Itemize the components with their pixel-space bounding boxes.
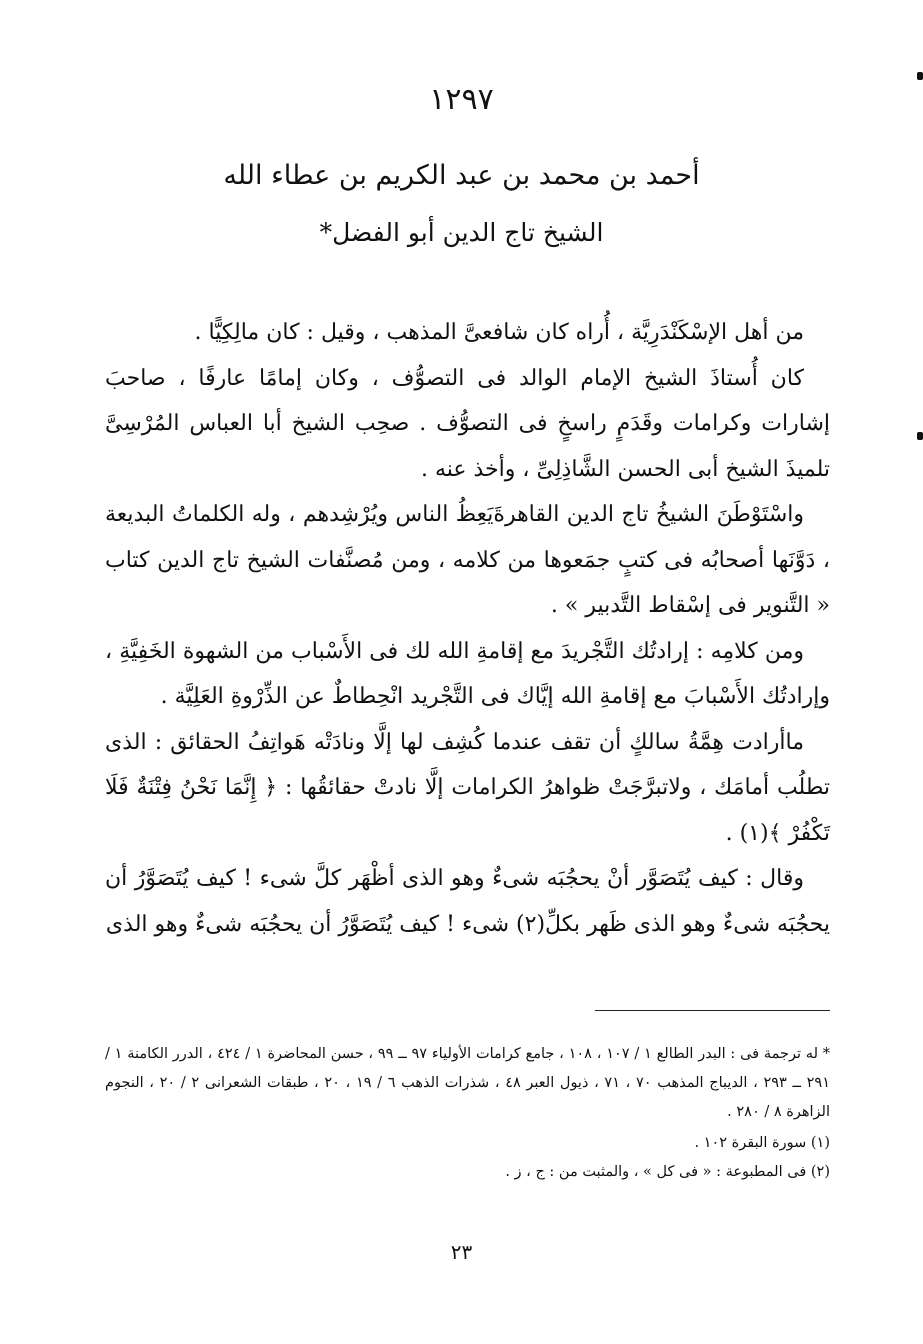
entry-number: ١٢٩٧ [429, 82, 494, 117]
footnotes [105, 1040, 830, 1187]
scan-edge-mark [917, 432, 923, 440]
paragraph-quote: وقال : كيف يُتَصَوَّر أنْ يحجُبَه شىءٌ وهو الذى أظْهَر كلَّ شىء ! كيف يُتَصَوَّرُ أن يحجُبَه شىءٌ وهو الذى ظَهر بكلِّ(٢) شىء ! كيف يُتَصَوَّرُ أن يحجُبَه شىءٌ وهو الذى [105, 866, 830, 937]
page-number: ٢٣ [450, 1240, 473, 1264]
biography-subtitle: الشيخ تاج الدين أبو الفضل* [319, 218, 604, 247]
paragraph-sayings: ومن كلامِه : إرادتُك التَّجْريدَ مع إقامةِ الله لك فى الأَسْباب من الشهوة الخَفِيَّةِ ، وإرادتُك الأَسْبابَ مع إقامةِ الله إيَّاك فى التَّجْريد انْحِطاطٌ عن الذِّرْوةِ العَلِيَّة . [105, 638, 830, 709]
paragraph-teacher: كان أُستاذَ الشيخ الإمام الوالد فى التصوُّف ، وكان إمامًا عارفًا ، صاحبَ إشارات وكرامات وقَدَمٍ راسخٍ فى التصوُّف . صحِب الشيخ أبا العباس المُرْسِىَّ تلميذَ الشيخ أبى الحسن الشَّاذِلِىِّ ، وأخذ عنه . [105, 365, 830, 482]
footnote-divider [595, 1010, 830, 1011]
main-text [105, 310, 830, 947]
biography-title: أحمد بن محمد بن عبد الكريم بن عطاء الله [223, 160, 700, 191]
footnote-1: (١) سورة البقرة ١٠٢ . [694, 1135, 830, 1151]
paragraph-origin: من أهل الإسْكَنْدَرِيَّة ، أُراه كان شافعىَّ المذهب ، وقيل : كان مالِكِيًّا . [194, 320, 804, 345]
paragraph-residence: واسْتَوْطَنَ الشيخُ تاج الدين القاهرةَيَعِظُ الناس ويُرْشِدهم ، وله الكلماتُ البديعة ، دَوَّنَها أصحابُه فى كتبٍ جمَعوها من كلامه ، ومن مُصنَّفات الشيخ تاج الدين كتاب « التَّنوير فى إسْقاط التَّدبير » . [105, 502, 830, 618]
footnote-2: (٢) فى المطبوعة : « فى كل » ، والمثبت من : ج ، ز . [505, 1164, 830, 1180]
paragraph-aspiration: ماأرادت هِمَّةُ سالكٍ أن تقف عندما كُشِف لها إلَّا ونادَتْه هَواتِفُ الحقائق : الذى تطلُب أمامَك ، ولاتبرَّجَتْ ظواهرُ الكرامات إلَّا نادتْ حقائقُها : ﴿ إِنَّمَا نَحْنُ فِتْنَةٌ فَلَا تَكْفُرْ ﴾(١) . [105, 729, 830, 846]
scan-edge-mark [917, 72, 923, 80]
footnote-sources: * له ترجمة فى : البدر الطالع ١ / ١٠٧ ، ١٠٨ ، جامع كرامات الأولياء ٩٧ ــ ٩٩ ، حسن المحاضرة ١ / ٤٢٤ ، الدرر الكامنة ١ / ٢٩١ ــ ٢٩٣ ، الديباج المذهب ٧٠ ، ٧١ ، ذيول العبر ٤٨ ، شذرات الذهب ٦ / ١٩ ، ٢٠ ، طبقات الشعرانى ٢ / ٢٠ ، النجوم الزاهرة ٨ / ٢٨٠ . [105, 1046, 831, 1120]
